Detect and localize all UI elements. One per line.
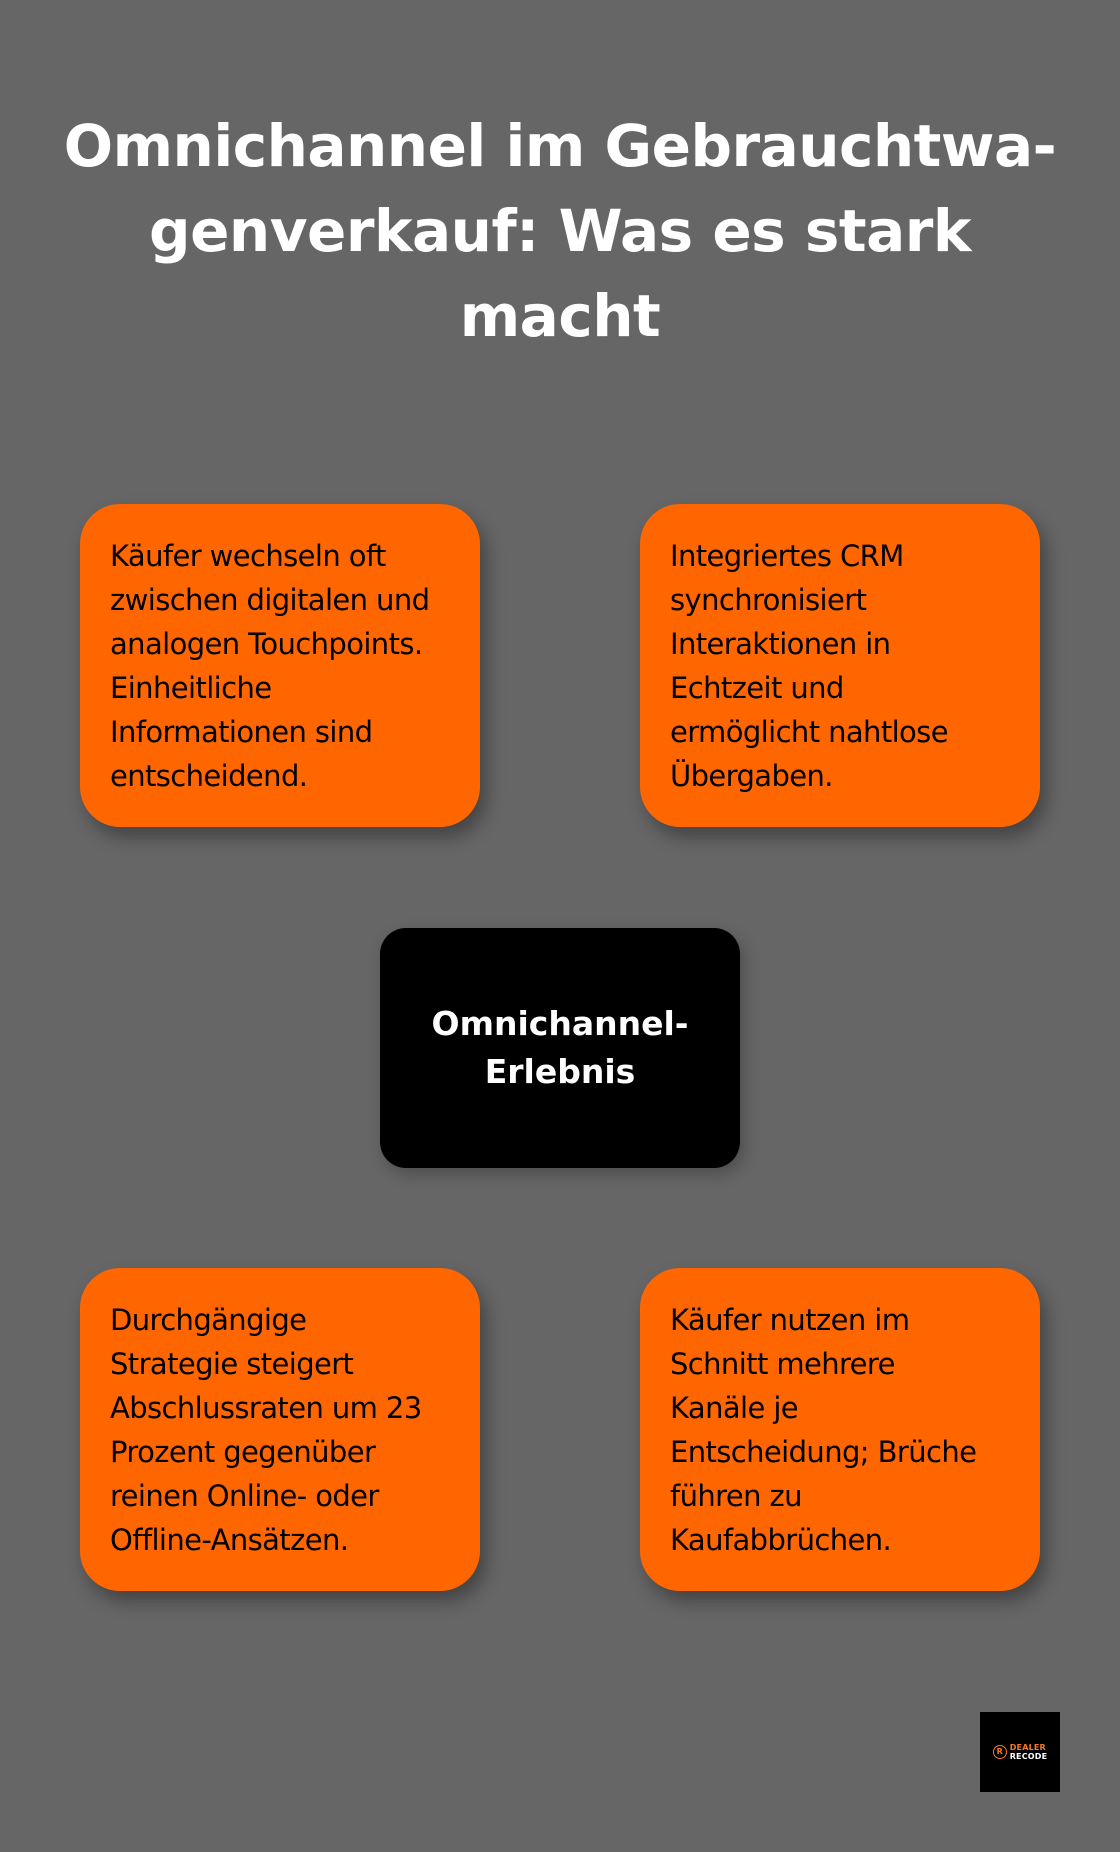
card-text-line: Interaktionen in: [670, 627, 891, 661]
card-text-line: synchronisiert: [670, 583, 867, 617]
info-card-bottom-right: [640, 1268, 1040, 1591]
title-line: macht: [459, 282, 661, 350]
card-text-line: Entscheidung; Brüche: [670, 1435, 977, 1469]
circled-r-icon: R: [993, 1745, 1007, 1759]
info-card-top-left: [80, 504, 480, 827]
info-card-bottom-left: [80, 1268, 480, 1591]
title-line: Omnichannel im Gebrauchtwa-: [63, 112, 1057, 180]
card-text-line: Abschlussraten um 23: [110, 1391, 422, 1425]
center-node: [380, 928, 740, 1168]
card-text-line: Integriertes CRM: [670, 539, 904, 573]
logo-wordmark: [1010, 1743, 1048, 1761]
card-text-line: Offline-Ansätzen.: [110, 1523, 349, 1557]
logo-word-dealer: DEALER: [1009, 1743, 1046, 1752]
card-text-line: Kaufabbrüchen.: [670, 1523, 892, 1557]
center-label-line: Erlebnis: [484, 1052, 636, 1091]
card-text-line: Schnitt mehrere: [670, 1347, 895, 1381]
card-text-line: Strategie steigert: [110, 1347, 354, 1381]
card-text-line: Übergaben.: [670, 759, 833, 793]
center-label-line: Omnichannel-: [431, 1004, 689, 1043]
logo-word-recode: RECODE: [1009, 1752, 1048, 1761]
card-text-line: Einheitliche: [110, 671, 272, 705]
card-text-line: Kanäle je: [670, 1391, 799, 1425]
card-text-line: Käufer wechseln oft: [110, 539, 386, 573]
card-text-line: ermöglicht nahtlose: [670, 715, 948, 749]
brand-logo: [980, 1712, 1060, 1792]
title-line: genverkauf: Was es stark: [149, 197, 971, 265]
card-text-line: entscheidend.: [110, 759, 308, 793]
page-title: [40, 104, 1080, 359]
card-text-line: Prozent gegenüber: [110, 1435, 376, 1469]
card-text-line: Käufer nutzen im: [670, 1303, 910, 1337]
card-text-line: Durchgängige: [110, 1303, 307, 1337]
card-text-line: führen zu: [670, 1479, 802, 1513]
card-text-line: Echtzeit und: [670, 671, 844, 705]
card-text-line: zwischen digitalen und: [110, 583, 430, 617]
info-card-top-right: [640, 504, 1040, 827]
card-text-line: Informationen sind: [110, 715, 373, 749]
card-text-line: reinen Online- oder: [110, 1479, 379, 1513]
card-text-line: analogen Touchpoints.: [110, 627, 423, 661]
